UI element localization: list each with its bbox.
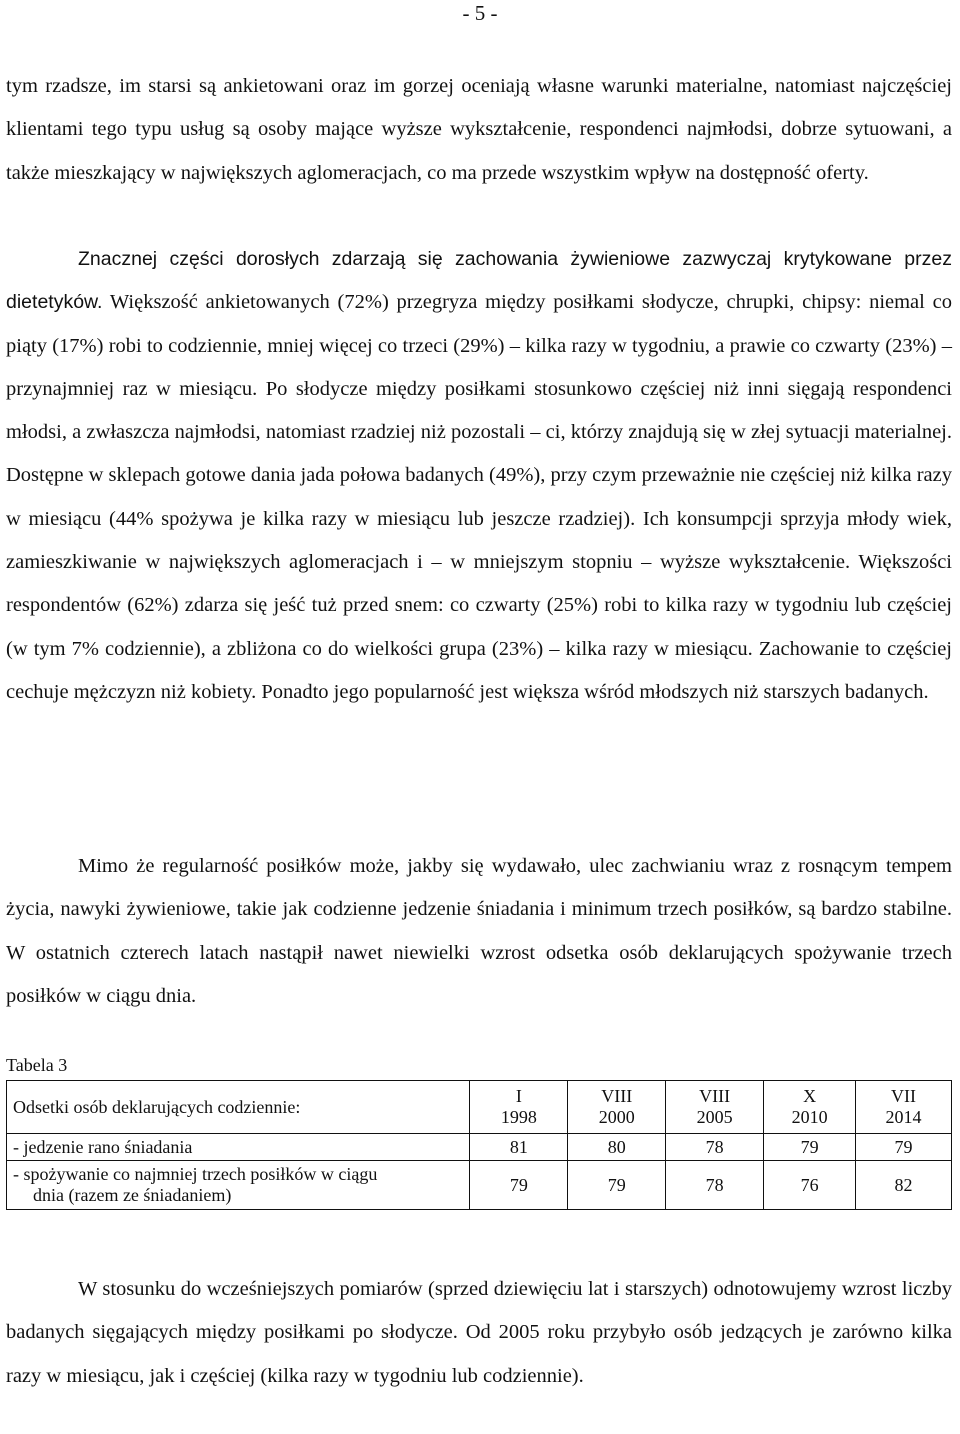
table-cell: 78: [666, 1161, 764, 1210]
table-col-header: X 2010: [764, 1081, 856, 1134]
data-table: [6, 1080, 952, 1210]
paragraph-intro: tym rzadsze, im starsi są ankietowani oraz im gorzej oceniają własne warunki materialne, natomiast najczęściej klientami tego typu usług są osoby mające wyższe wykształcenie, respondenci najmłodsi, dobrze sytuowani, a także mieszkający w największych aglomeracjach, co ma przede wszystkim wpływ na dostępność oferty.: [6, 75, 952, 184]
table-header-label: Odsetki osób deklarujących codziennie:: [7, 1081, 470, 1134]
paragraph-comparison: W stosunku do wcześniejszych pomiarów (sprzed dziewięciu lat i starszych) odnotowujemy wzrost liczby badanych sięgających między posiłkami po słodycze. Od 2005 roku przybyło osób jedzących je zarówno kilka razy w miesiącu, jak i częściej (kilka razy w tygodniu lub codziennie).: [6, 1278, 952, 1387]
table-cell: 82: [856, 1161, 952, 1210]
table-col-header: VIII 2005: [666, 1081, 764, 1134]
table-cell: 80: [568, 1134, 666, 1161]
table-cell: 76: [764, 1161, 856, 1210]
table-cell: 79: [470, 1161, 568, 1210]
table-row: [7, 1161, 952, 1210]
table-cell: 78: [666, 1134, 764, 1161]
table-cell: 79: [856, 1134, 952, 1161]
table-row-label: - jedzenie rano śniadania: [7, 1134, 470, 1161]
table-cell: 79: [568, 1161, 666, 1210]
table-col-header: VIII 2000: [568, 1081, 666, 1134]
paragraph-behaviors-body: Większość ankietowanych (72%) przegryza między posiłkami słodycze, chrupki, chipsy: niemal co piąty (17%) robi to codziennie, mniej więcej co trzeci (29%) – kilka razy w tygodniu, a prawie co czwarty (23%) – przynajmniej raz w miesiącu. Po słodycze między posiłkami stosunkowo częściej niż inni sięgają respondenci młodsi, a zwłaszcza najmłodsi, natomiast rzadziej niż pozostali – ci, którzy znajdują się w złej sytuacji materialnej. Dostępne w sklepach gotowe dania jada połowa badanych (49%), przy czym przeważnie nie częściej niż kilka razy w miesiącu (44% spożywa je kilka razy w miesiącu lub jeszcze rzadziej). Ich konsumpcji sprzyja młody wiek, zamieszkiwanie w największych aglomeracjach i – w mniejszym stopniu – wyższe wykształcenie. Większości respondentów (62%) zdarza się jeść tuż przed snem: co czwarty (25%) robi to kilka razy w tygodniu lub częściej (w tym 7% codziennie), a zbliżona co do wielkości grupa (23%) – kilka razy w miesiącu. Zachowanie to częściej cechuje mężczyzn niż kobiety. Ponadto jego popularność jest większa wśród młodszych niż starszych badanych.: [6, 291, 952, 703]
paragraph-behaviors-sans: Znacznej części dorosłych zdarzają się zachowania żywieniowe zazwyczaj krytykowane przez dietetyków.: [6, 248, 952, 314]
table-row: [7, 1134, 952, 1161]
table-cell: 79: [764, 1134, 856, 1161]
table-label: Tabela 3: [6, 1055, 68, 1075]
paragraph-regularity: Mimo że regularność posiłków może, jakby się wydawało, ulec zachwianiu wraz z rosnącym tempem życia, nawyki żywieniowe, takie jak codzienne jedzenie śniadania i minimum trzech posiłków, są bardzo stabilne. W ostatnich czterech latach nastąpił nawet niewielki wzrost odsetka osób deklarujących spożywanie trzech posiłków w ciągu dnia.: [6, 855, 952, 1007]
page-number: - 5 -: [462, 1, 498, 25]
table-col-header: VII 2014: [856, 1081, 952, 1134]
table-cell: 81: [470, 1134, 568, 1161]
paragraph-behaviors: [6, 238, 952, 714]
table-header-row: [7, 1081, 952, 1134]
table-row-label: - spożywanie co najmniej trzech posiłków w ciągu dnia (razem ze śniadaniem): [7, 1161, 470, 1210]
table-col-header: I 1998: [470, 1081, 568, 1134]
